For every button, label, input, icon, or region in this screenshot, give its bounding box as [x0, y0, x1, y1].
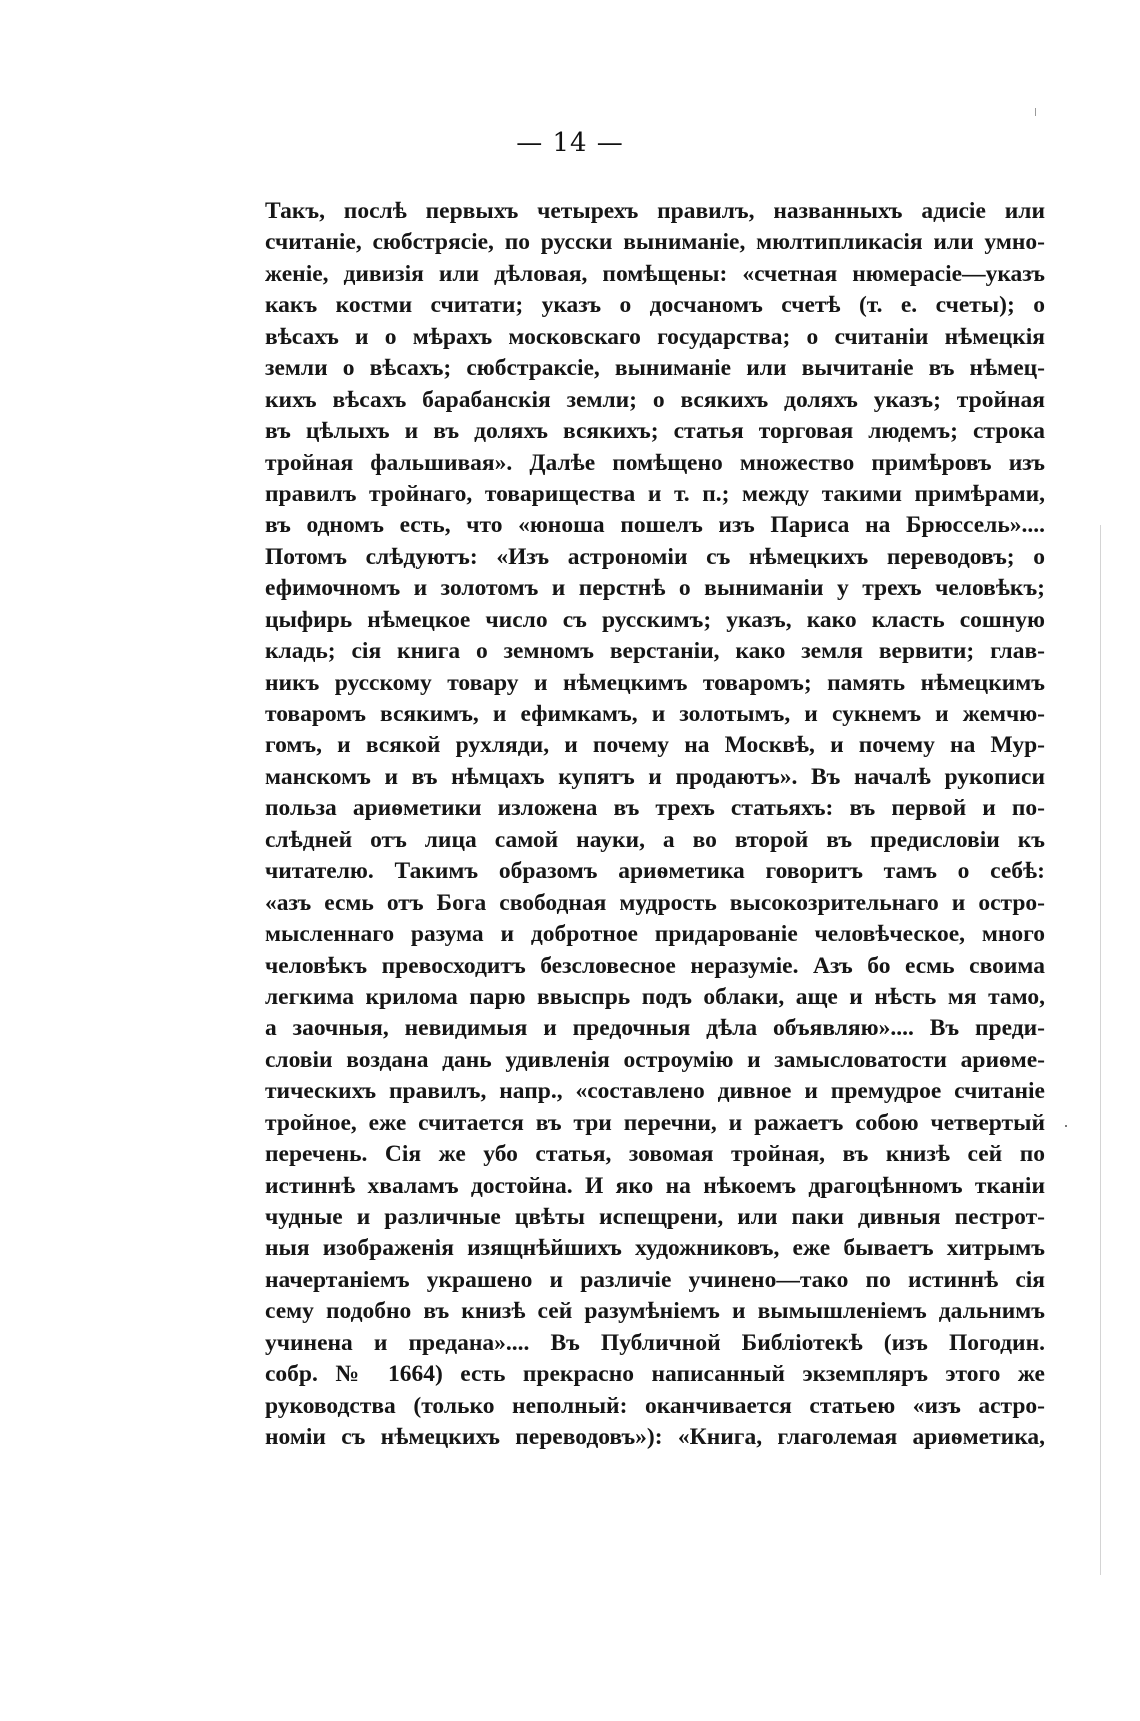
text-line: вѣсахъ и о мѣрахъ московскаго государства; о считаніи нѣмецкія: [265, 323, 1045, 350]
text-line: тройная фальшивая». Далѣе помѣщено множество примѣровъ изъ: [265, 449, 1045, 476]
text-line: правилъ тройнаго, товарищества и т. п.; между такими примѣрами,: [265, 480, 1045, 507]
text-line: манскомъ и въ нѣмцахъ купятъ и продаютъ». Въ началѣ рукописи: [265, 763, 1045, 790]
text-line: гомъ, и всякой рухляди, и почему на Москвѣ, и почему на Мур-: [265, 732, 1045, 759]
text-line: читателю. Такимъ образомъ ариѳметика говоритъ тамъ о себѣ:: [265, 858, 1045, 885]
text-line: слѣдней отъ лица самой науки, а во второй въ предисловіи къ: [265, 826, 1045, 853]
text-line: начертаніемъ украшено и различіе учинено—тако по истиннѣ сія: [265, 1266, 1045, 1293]
text-line: легкима крилома парю ввыспрь подъ облаки, аще и нѣсть мя тамо,: [265, 983, 1045, 1010]
text-line: человѣкъ превосходитъ безсловесное неразуміе. Азъ бо есмь своима: [265, 952, 1045, 979]
text-line: земли о вѣсахъ; сюбстраксіе, выниманіе или вычитаніе въ нѣмец-: [265, 355, 1045, 382]
text-line: истиннѣ хваламъ достойна. И яко на нѣкоемъ драгоцѣнномъ тканіи: [265, 1172, 1045, 1199]
text-line: тическихъ правилъ, напр., «составлено дивное и премудрое считаніе: [265, 1078, 1045, 1105]
scan-edge-mark: [1035, 108, 1036, 116]
text-line: кихъ вѣсахъ барабанскія земли; о всякихъ доляхъ указъ; тройная: [265, 386, 1045, 413]
text-line: кладь; сія книга о земномъ верстаніи, како земля вервити; глав-: [265, 638, 1045, 665]
text-line: перечень. Сія же убо статья, зовомая тройная, въ книзѣ сей по: [265, 1141, 1045, 1168]
text-line: сему подобно въ книзѣ сей разумѣніемъ и вымышленіемъ дальнимъ: [265, 1298, 1045, 1325]
text-line: а заочныя, невидимыя и предочныя дѣла объявляю».... Въ преди-: [265, 1015, 1045, 1042]
text-line: ныя изображенія изящнѣйшихъ художниковъ, еже бываетъ хитрымъ: [265, 1235, 1045, 1262]
text-line: руководства (только неполный: оканчивается статьею «изъ астро-: [265, 1392, 1045, 1419]
text-line: ефимочномъ и золотомъ и перстнѣ о выниманіи у трехъ человѣкъ;: [265, 575, 1045, 602]
text-line: женіе, дивизія или дѣловая, помѣщены: «счетная нюмерасіе—указъ: [265, 260, 1045, 287]
text-line: считаніе, сюбстрясіе, по русски выниманіе, мюлтипликасія или умно-: [265, 229, 1045, 256]
text-line: «азъ есмь отъ Бога свободная мудрость высокозрительнаго и остро-: [265, 889, 1045, 916]
page-number: — 14 —: [516, 128, 624, 158]
body-text: [265, 196, 1045, 1454]
text-line: тройное, еже считается въ три перечни, и ражаетъ собою четвертый: [265, 1109, 1045, 1136]
text-line: чудные и различные цвѣты испещрени, или паки дивныя пестрот-: [265, 1204, 1045, 1230]
text-line: Такъ, послѣ первыхъ четырехъ правилъ, названныхъ адисіе или: [265, 198, 1045, 224]
scan-speck: [1065, 1125, 1067, 1127]
text-line: Потомъ слѣдуютъ: «Изъ астрономіи съ нѣмецкихъ переводовъ; о: [265, 543, 1045, 570]
text-line: собр. № 1664) есть прекрасно написанный экземпляръ этого же: [265, 1361, 1045, 1388]
text-line: мысленнаго разума и добротное придарованіе человѣческое, много: [265, 921, 1045, 948]
text-line: учинена и предана».... Въ Публичной Библіотекѣ (изъ Погодин.: [265, 1329, 1045, 1356]
text-line: въ цѣлыхъ и въ доляхъ всякихъ; статья торговая людемъ; строка: [265, 418, 1045, 445]
text-line: польза ариѳметики изложена въ трехъ статьяхъ: въ первой и по-: [265, 795, 1045, 822]
text-line: цыфирь нѣмецкое число съ русскимъ; указъ, како класть сошную: [265, 606, 1045, 633]
text-line: товаромъ всякимъ, и ефимкамъ, и золотымъ, и сукнемъ и жемчю-: [265, 701, 1045, 727]
scan-margin-line: [1100, 525, 1101, 1575]
text-line: номіи съ нѣмецкихъ переводовъ»): «Книга, глаголемая ариѳметика,: [265, 1424, 1045, 1451]
text-line: какъ костми считати; указъ о досчаномъ счетѣ (т. е. счеты); о: [265, 292, 1045, 319]
text-line: словіи воздана дань удивленія остроумію и замысловатости ариѳме-: [265, 1046, 1045, 1073]
text-line: никъ русскому товару и нѣмецкимъ товаромъ; память нѣмецкимъ: [265, 669, 1045, 696]
text-line: въ одномъ есть, что «юноша пошелъ изъ Париса на Брюссель»....: [265, 512, 1045, 539]
